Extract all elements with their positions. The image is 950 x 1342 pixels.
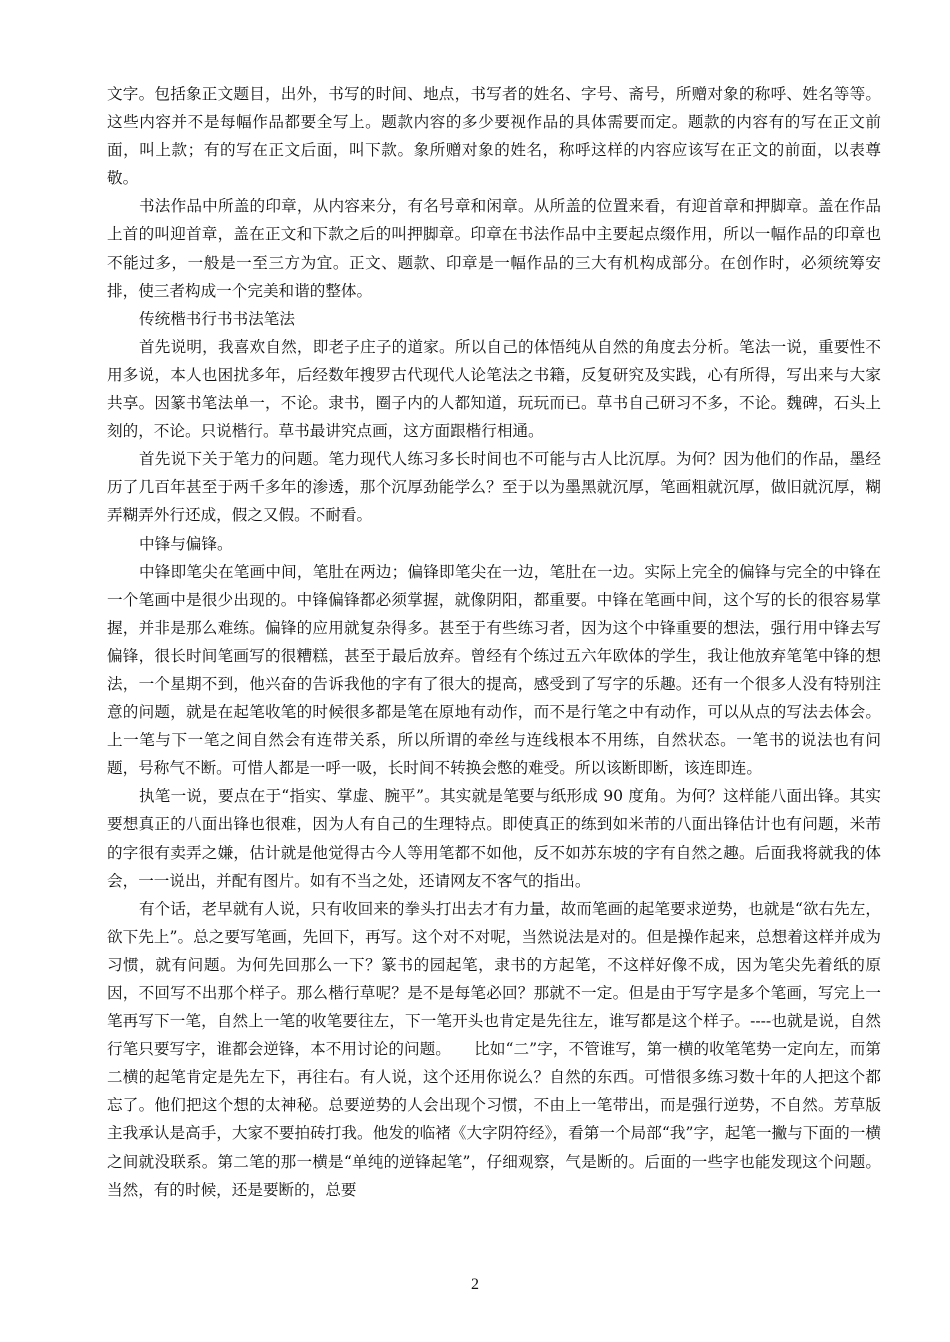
page-number: 2 xyxy=(471,1276,479,1293)
paragraph-introduction: 首先说明，我喜欢自然，即老子庄子的道家。所以自己的体悟纯从自然的角度去分析。笔法一说，重要性不用多说，本人也困扰多年，后经数年搜罗古代现代人论笔法之书籍，反复研究及实践，心有所得，写出来与大家共享。因篆书笔法单一，不论。隶书，圈子内的人都知道，玩玩而已。草书自己研习不多，不论。魏碑，石头上刻的，不论。只说楷行。草书最讲究点画，这方面跟楷行相通。 xyxy=(107,337,881,441)
paragraph-continuation: 文字。包括象正文题目，出外，书写的时间、地点，书写者的姓名、字号、斋号，所赠对象的称呼、姓名等等。这些内容并不是每幅作品都要全写上。题款内容的多少要视作品的具体需要而定。题款的内容有的写在正文前面，叫上款；有的写在正文后面，叫下款。象所赠对象的姓名，称呼这样的内容应该写在正文的前面，以表尊敬。 xyxy=(107,85,881,188)
paragraph-seals: 书法作品中所盖的印章，从内容来分，有名号章和闲章。从所盖的位置来看，有迎首章和押脚章。盖在作品上首的叫迎首章，盖在正文和下款之后的叫押脚章。印章在书法作品中主要起点缀作用，所以一幅作品的印章也不能过多，一般是一至三方为宜。正文、题款、印章是一幅作品的三大有机构成部分。在创作时，必须统筹安排，使三者构成一个完美和谐的整体。 xyxy=(107,197,881,300)
document-page xyxy=(107,80,881,1204)
section-heading-center-side-tip: 中锋与偏锋。 xyxy=(139,534,233,553)
paragraph-holding-brush: 执笔一说，要点在于“指实、掌虚、腕平”。其实就是笔要与纸形成 90 度角。为何？这样能八面出锋。其实要想真正的八面出锋也很难，因为人有自己的生理特点。即使真正的练到如米芾的八面出锋估计也有问题，米芾的字很有卖弄之嫌，估计就是他觉得古今人等用笔都不如他，反不如苏东坡的字有自然之趣。后面我将就我的体会，一一说出，并配有图片。如有不当之处，还请网友不客气的指出。 xyxy=(107,787,881,890)
paragraph-brush-strength: 首先说下关于笔力的问题。笔力现代人练习多长时间也不可能与古人比沉厚。为何？因为他们的作品，墨经历了几百年甚至于两千多年的渗透，那个沉厚劲能学么？至于以为墨黑就沉厚，笔画粗就沉厚，做旧就沉厚，糊弄糊弄外行还成，假之又假。不耐看。 xyxy=(107,450,881,525)
paragraph-center-side-tip: 中锋即笔尖在笔画中间，笔肚在两边；偏锋即笔尖在一边，笔肚在一边。实际上完全的偏锋与完全的中锋在一个笔画中是很少出现的。中锋偏锋都必须掌握，就像阴阳，都重要。中锋在笔画中间，这个写的长的很容易掌握，并非是那么难练。偏锋的应用就复杂得多。甚至于有些练习者，因为这个中锋重要的想法，强行用中锋去写偏锋，很长时间笔画写的很糟糕，甚至于最后放弃。曾经有个练过五六年欧体的学生，我让他放弃笔笔中锋的想法，一个星期不到，他兴奋的告诉我他的字有了很大的提高，感受到了写字的乐趣。还有一个很多人没有特别注意的问题，就是在起笔收笔的时候很多都是笔在原地有动作，而不是行笔之中有动作，可以从点的写法去体会。上一笔与下一笔之间自然会有连带关系，所以所谓的牵丝与连线根本不用练，自然状态。一笔书的说法也有问题，号称气不断。可惜人都是一呼一吸，长时间不转换会憋的难受。所以该断即断，该连即连。 xyxy=(107,562,881,778)
paragraph-reverse-stroke: 有个话，老早就有人说，只有收回来的拳头打出去才有力量，故而笔画的起笔要求逆势，也就是“欲右先左，欲下先上”。总之要写笔画，先回下，再写。这个对不对呢，当然说法是对的。但是操作起来，总想着这样并成为习惯，就有问题。为何先回那么一下？篆书的园起笔，隶书的方起笔，不这样好像不成，因为笔尖先着纸的原因，不回写不出那个样子。那么楷行草呢？是不是每笔必回？那就不一定。但是由于写字是多个笔画，写完上一笔再写下一笔，自然上一笔的收笔要往左，下一笔开头也肯定是先往左，谁写都是这个样子。----也就是说，自然行笔只要写字，谁都会逆锋，本不用讨论的问题。 比如“二”字，不管谁写，第一横的收笔笔势一定向左，而第二横的起笔肯定是先左下，再往右。有人说，这个还用你说么？自然的东西。可惜很多练习数十年的人把这个都忘了。他们把这个想的太神秘。总要逆势的人会出现个习惯，不由上一笔带出，而是强行逆势，不自然。芳草版主我承认是高手，大家不要拍砖打我。他发的临褚《大字阴符经》，看第一个局部“我”字，起笔一撇与下面的一横之间就没联系。第二笔的那一横是“单纯的逆锋起笔”，仔细观察，气是断的。后面的一些字也能发现这个问题。当然，有的时候，还是要断的，总要 xyxy=(107,899,881,1199)
section-heading-brush-technique: 传统楷书行书书法笔法 xyxy=(139,309,295,328)
